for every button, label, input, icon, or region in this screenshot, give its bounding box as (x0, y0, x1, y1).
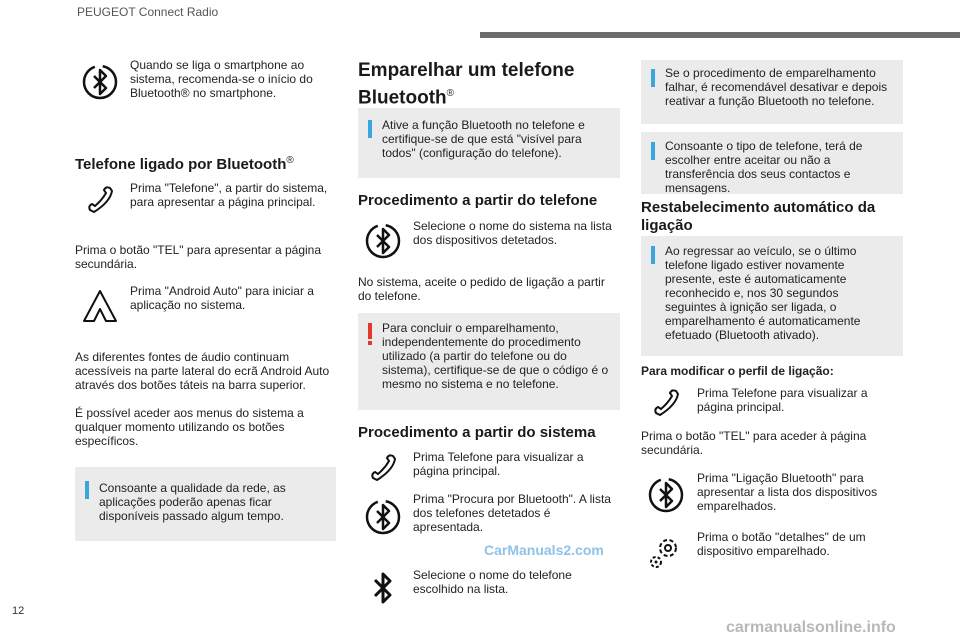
tel-button-text: Prima o botão "TEL" para apresentar a página secundária. (75, 243, 321, 271)
press-search-text: Prima "Procura por Bluetooth". A lista dos telefones detetados é apresentada. (413, 492, 611, 534)
menus-access-text: É possível aceder aos menus do sistema a qualquer momento utilizando os botões específicos. (75, 406, 304, 448)
warning-box-pairing (358, 313, 620, 410)
info-icon (651, 69, 655, 87)
heading-auto-reconnect: Restabelecimento automático da ligação (641, 199, 876, 234)
bluetooth-icon (80, 62, 120, 102)
android-auto-text: Prima "Android Auto" para iniciar a aplicação no sistema. (130, 284, 314, 312)
tel-button-secondary-text: Prima o botão "TEL" para aceder à página secundária. (641, 429, 867, 457)
warning-pairing-text: Para concluir o emparelhamento, independentemente do procedimento utilizado (a partir do telefone ou do sistema), certifique-se de que o código é o mesmo no sistema e no telefone. (382, 321, 609, 391)
bluetooth-search-icon (363, 497, 403, 537)
heading-pair-phone: Emparelhar um telefone Bluetooth® (358, 60, 575, 109)
heading-bluetooth-phone: Telefone ligado por Bluetooth® (75, 155, 294, 173)
info-fail-text: Se o procedimento de emparelhamento falhar, é recomendável desativar e depois reativar a função Bluetooth no telefone. (665, 66, 888, 108)
info-network-text: Consoante a qualidade da rede, as aplicações poderão apenas ficar disponíveis passado algum tempo. (99, 481, 286, 523)
heading-from-phone: Procedimento a partir do telefone (358, 192, 598, 209)
press-phone-profile-text: Prima Telefone para visualizar a página principal. (697, 386, 868, 414)
phone-icon (363, 448, 403, 488)
watermark-online: carmanualsonline.info (726, 619, 896, 636)
info-box-activate (358, 108, 620, 178)
bluetooth-icon (363, 221, 403, 261)
select-system-text: Selecione o nome do sistema na lista dos dispositivos detetados. (413, 219, 612, 247)
heading-from-system: Procedimento a partir do sistema (358, 424, 596, 441)
intro-text: Quando se liga o smartphone ao sistema, recomenda-se o início do Bluetooth® no smartphone. (130, 58, 313, 100)
info-box-type (641, 132, 903, 194)
info-icon (85, 481, 89, 499)
press-bt-connection-text: Prima "Ligação Bluetooth" para apresentar a lista dos dispositivos emparelhados. (697, 471, 878, 513)
info-icon (651, 142, 655, 160)
android-auto-icon (80, 287, 120, 327)
modify-profile-label: Para modificar o perfil de ligação: (641, 364, 834, 378)
select-phone-text: Selecione o nome do telefone escolhido na lista. (413, 568, 572, 596)
press-phone-system-text: Prima Telefone para visualizar a página principal. (413, 450, 584, 478)
press-details-text: Prima o botão "detalhes" de um dispositivo emparelhado. (697, 530, 866, 558)
info-box-fail (641, 60, 903, 124)
info-box-network (75, 467, 336, 541)
phone-icon (80, 180, 120, 220)
page-header: PEUGEOT Connect Radio (77, 5, 219, 19)
bluetooth-icon (646, 475, 686, 515)
accept-request-text: No sistema, aceite o pedido de ligação a partir do telefone. (358, 275, 605, 303)
press-phone-text: Prima "Telefone", a partir do sistema, para apresentar a página principal. (130, 181, 328, 209)
phone-icon (646, 383, 686, 423)
info-icon (651, 246, 655, 264)
bluetooth-symbol-icon (363, 568, 403, 608)
warning-icon (368, 323, 372, 339)
watermark-carmanuals: CarManuals2.com (484, 542, 604, 558)
info-icon (368, 120, 372, 138)
info-box-return (641, 236, 903, 356)
gear-icon (646, 532, 686, 572)
info-activate-text: Ative a função Bluetooth no telefone e certifique-se de que está "visível para todos" (configuração do telefone). (382, 118, 585, 160)
warning-icon-dot (368, 341, 372, 345)
page-number: 12 (12, 605, 25, 617)
info-return-text: Ao regressar ao veículo, se o último telefone ligado estiver novamente presente, este é automaticamente reconhecido e, nos 30 segundos seguintes à ignição ser ligada, o emparelhamento é automaticamente efetuado (Bluetooth ativado). (665, 244, 861, 342)
header-bar (480, 32, 960, 38)
info-type-text: Consoante o tipo de telefone, terá de escolher entre aceitar ou não a transferência dos seus contactos e mensagens. (665, 139, 863, 195)
audio-sources-text: As diferentes fontes de áudio continuam acessíveis na parte lateral do ecrã Android Auto através dos botões táteis na barra superior. (75, 350, 330, 392)
